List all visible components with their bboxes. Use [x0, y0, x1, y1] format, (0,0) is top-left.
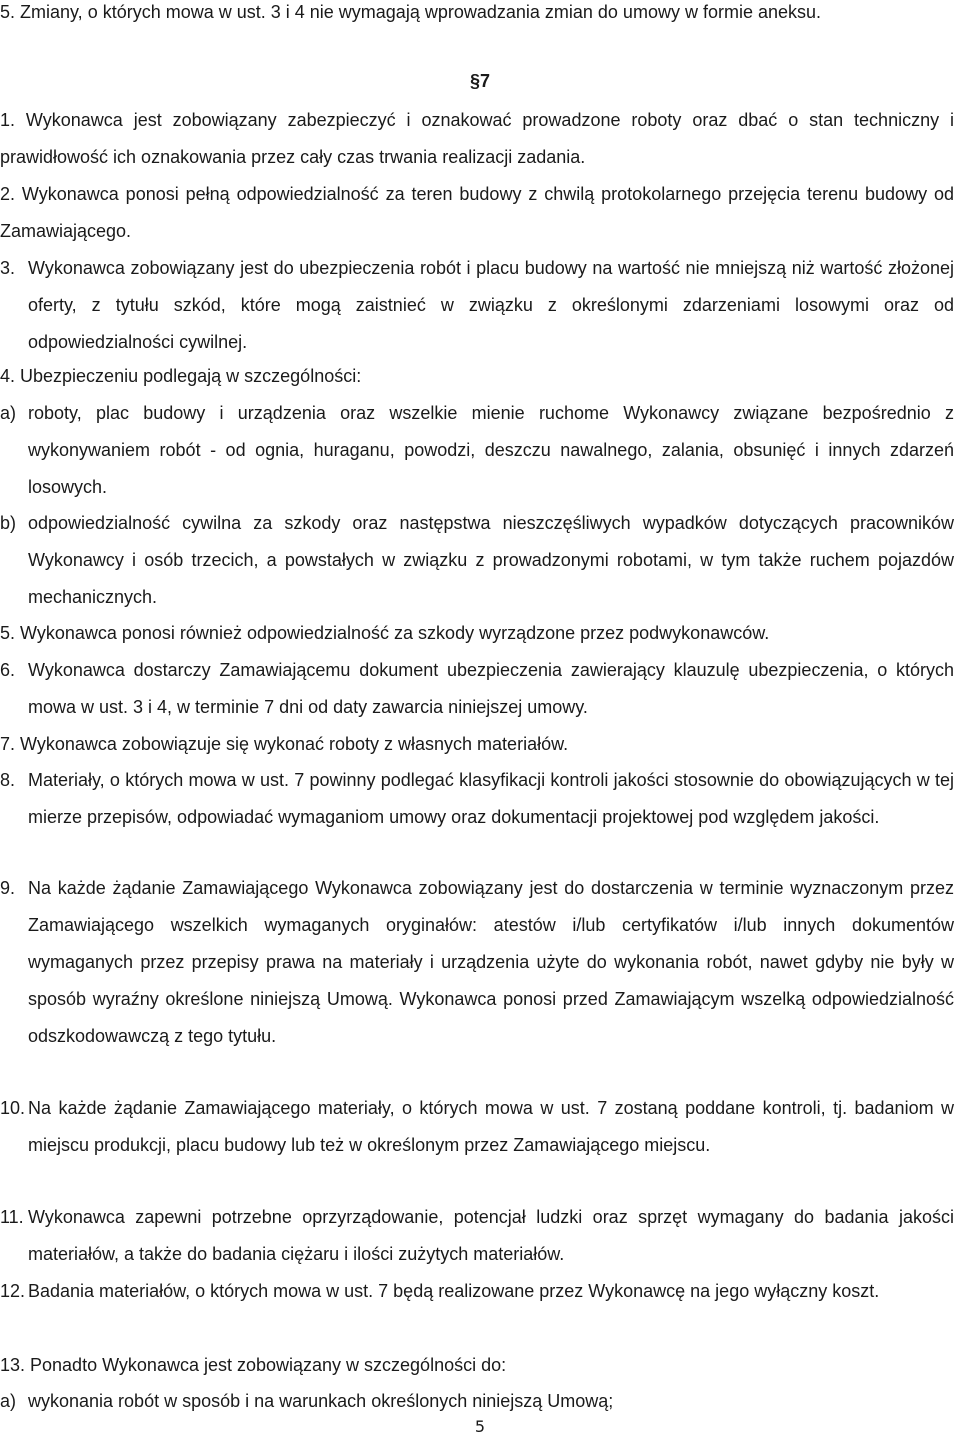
- item-a-text: roboty, plac budowy i urządzenia oraz wszelkie mienie ruchome Wykonawcy związane bezpośrednio z wykonywaniem robót - od ognia, huraganu, powodzi, deszczu nawalnego, zalania, obsunięć i innych zdarzeń losowych.: [28, 403, 954, 497]
- paragraph-5: 5. Wykonawca ponosi również odpowiedzialność za szkody wyrządzone przez podwykonawców.: [0, 623, 770, 643]
- paragraph-11-text: Wykonawca zapewni potrzebne oprzyrządowanie, potencjał ludzki oraz sprzęt wymagany do badania jakości materiałów, a także do badania ciężaru i ilości zużytych materiałów.: [28, 1207, 954, 1264]
- paragraph-13: 13. Ponadto Wykonawca jest zobowiązany w szczególności do:: [0, 1355, 507, 1375]
- paragraph-9-number: 9.: [0, 878, 16, 898]
- paragraph-9: [0, 870, 954, 1055]
- item-b: [0, 505, 954, 616]
- item-a: [0, 395, 954, 506]
- paragraph-4: 4. Ubezpieczeniu podlegają w szczególności:: [0, 366, 362, 386]
- paragraph-6-text: Wykonawca dostarczy Zamawiającemu dokument ubezpieczenia zawierający klauzulę ubezpieczenia, o których mowa w ust. 3 i 4, w terminie 7 dni od daty zawarcia niniejszej umowy.: [28, 660, 954, 717]
- item-b-marker: b): [0, 513, 17, 533]
- paragraph-7: 7. Wykonawca zobowiązuje się wykonać roboty z własnych materiałów.: [0, 734, 569, 754]
- paragraph-12: [0, 1273, 954, 1310]
- item-a-2-text: wykonania robót w sposób i na warunkach określonych niniejszą Umową;: [28, 1391, 614, 1411]
- paragraph-1: 1. Wykonawca jest zobowiązany zabezpieczyć i oznakować prowadzone roboty oraz dbać o stan techniczny i prawidłowość ich oznakowania przez cały czas trwania realizacji zadania.: [0, 110, 954, 167]
- paragraph-11: [0, 1199, 954, 1273]
- paragraph-5-amendments: 5. Zmiany, o których mowa w ust. 3 i 4 nie wymagają wprowadzania zmian do umowy w formie aneksu.: [0, 2, 822, 22]
- paragraph-11-number: 11.: [0, 1207, 24, 1227]
- item-a-marker: a): [0, 403, 17, 423]
- paragraph-10-text: Na każde żądanie Zamawiającego materiały, o których mowa w ust. 7 zostaną poddane kontroli, tj. badaniom w miejscu produkcji, placu budowy lub też w określonym przez Zamawiającego miejscu.: [28, 1098, 954, 1155]
- paragraph-10-number: 10.: [0, 1098, 26, 1118]
- paragraph-3: [0, 250, 954, 361]
- paragraph-3-text: Wykonawca zobowiązany jest do ubezpieczenia robót i placu budowy na wartość nie mniejszą niż wartość złożonej oferty, z tytułu szkód, które mogą zaistnieć w związku z określonymi zdarzeniami losowymi oraz od odpowiedzialności cywilnej.: [28, 258, 954, 352]
- item-a-2: [0, 1383, 954, 1420]
- paragraph-9-text: Na każde żądanie Zamawiającego Wykonawca zobowiązany jest do dostarczenia w terminie wyznaczonym przez Zamawiającego wszelkich wymaganych oryginałów: atestów i/lub certyfikatów i/lub innych dokumentów wymaganych przez przepisy prawa na materiały i urządzenia użyte do wykonania robót, nawet gdyby nie były w sposób wyraźny określone niniejszą Umową. Wykonawca ponosi przed Zamawiającym wszelką odpowiedzialność odszkodowawczą z tego tytułu.: [28, 878, 954, 1046]
- paragraph-12-text: Badania materiałów, o których mowa w ust. 7 będą realizowane przez Wykonawcę na jego wyłączny koszt.: [28, 1281, 880, 1301]
- paragraph-12-number: 12.: [0, 1281, 26, 1301]
- item-a-2-marker: a): [0, 1391, 17, 1411]
- paragraph-10: [0, 1090, 954, 1164]
- page-number: 5: [474, 1417, 486, 1436]
- paragraph-8-number: 8.: [0, 770, 16, 790]
- section-heading: §7: [469, 71, 491, 91]
- paragraph-8-text: Materiały, o których mowa w ust. 7 powinny podlegać klasyfikacji kontroli jakości stosownie do obowiązujących w tej mierze przepisów, odpowiadać wymaganiom umowy oraz dokumentacji projektowej pod względem jakości.: [28, 770, 954, 827]
- paragraph-6: [0, 652, 954, 726]
- paragraph-6-number: 6.: [0, 660, 16, 680]
- paragraph-2: 2. Wykonawca ponosi pełną odpowiedzialność za teren budowy z chwilą protokolarnego przejęcia terenu budowy od Zamawiającego.: [0, 184, 954, 241]
- paragraph-3-number: 3.: [0, 258, 16, 278]
- item-b-text: odpowiedzialność cywilna za szkody oraz następstwa nieszczęśliwych wypadków dotyczących pracowników Wykonawcy i osób trzecich, a powstałych w związku z prowadzonymi robotami, w tym także ruchem pojazdów mechanicznych.: [28, 513, 954, 607]
- paragraph-8: [0, 762, 954, 836]
